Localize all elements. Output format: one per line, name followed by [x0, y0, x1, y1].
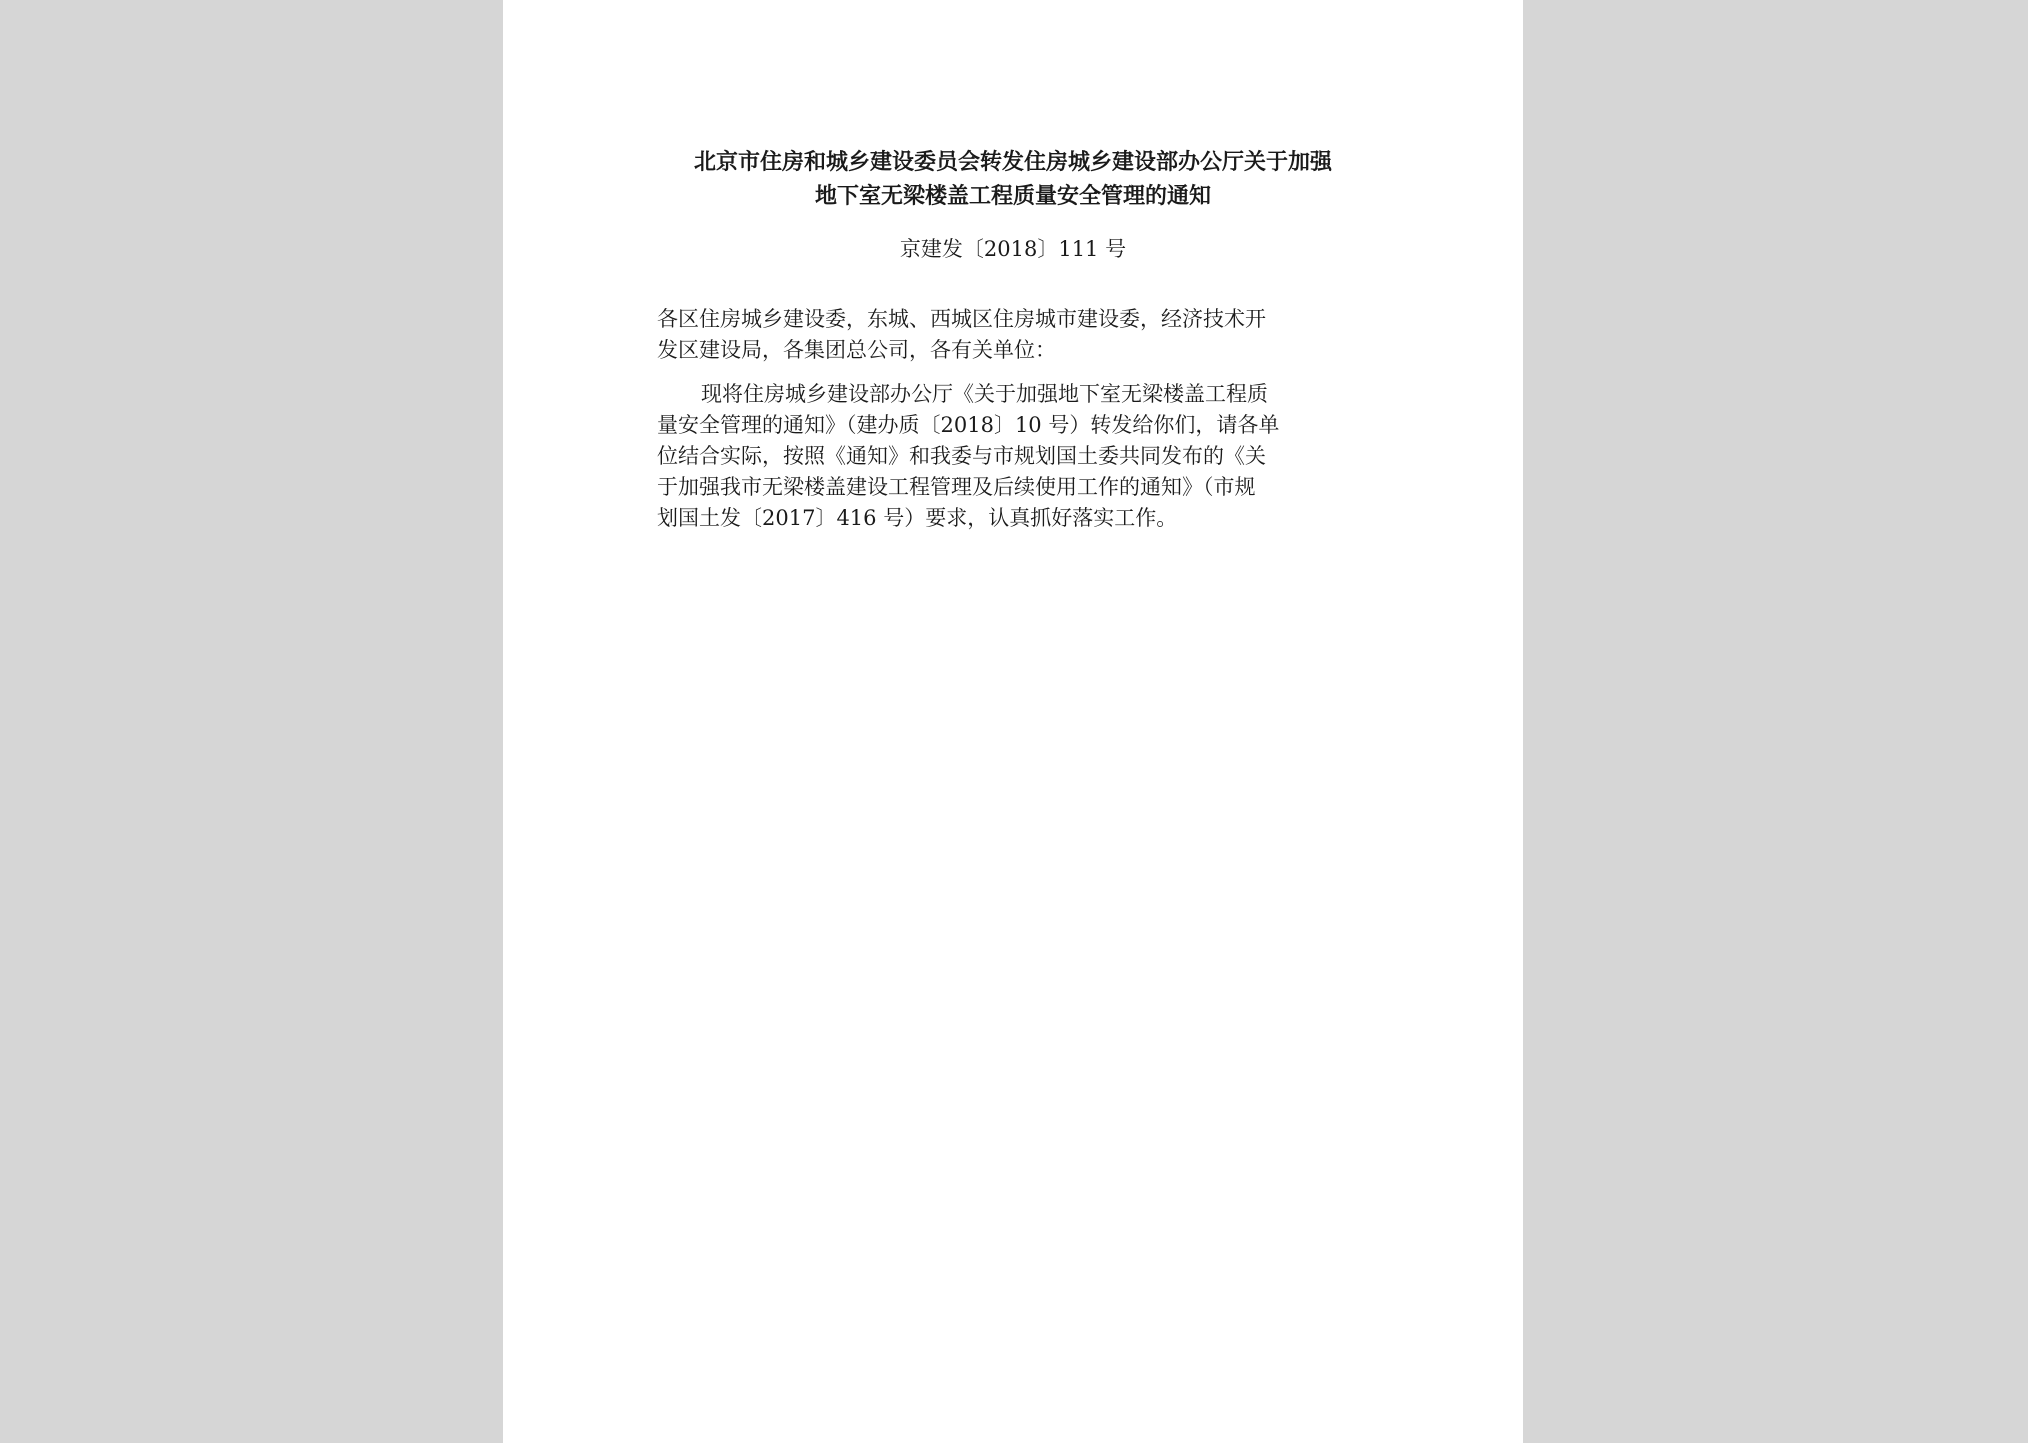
document-body: [657, 304, 1377, 534]
addressee-line-2: 发区建设局，各集团总公司，各有关单位：: [657, 338, 1056, 362]
title-line-2: 地下室无梁楼盖工程质量安全管理的通知: [814, 184, 1211, 209]
body-line-5: 划国土发〔2017〕416 号）要求，认真抓好落实工作。: [657, 506, 1178, 530]
body-line-3: 位结合实际，按照《通知》和我委与市规划国土委共同发布的《关: [657, 444, 1266, 468]
title-line-1: 北京市住房和城乡建设委员会转发住房城乡建设部办公厅关于加强: [693, 150, 1332, 175]
document-title: [653, 146, 1373, 214]
document-number: 京建发〔2018〕111 号: [899, 237, 1127, 261]
body-line-4: 于加强我市无梁楼盖建设工程管理及后续使用工作的通知》（市规: [657, 475, 1256, 499]
addressee-line-1: 各区住房城乡建设委，东城、西城区住房城市建设委，经济技术开: [657, 307, 1266, 331]
paragraph-gap: [657, 366, 1377, 379]
body-line-2: 量安全管理的通知》（建办质〔2018〕10 号）转发给你们，请各单: [657, 413, 1280, 437]
body-line-1: 现将住房城乡建设部办公厅《关于加强地下室无梁楼盖工程质: [701, 382, 1268, 406]
document-page: [503, 0, 1523, 1443]
